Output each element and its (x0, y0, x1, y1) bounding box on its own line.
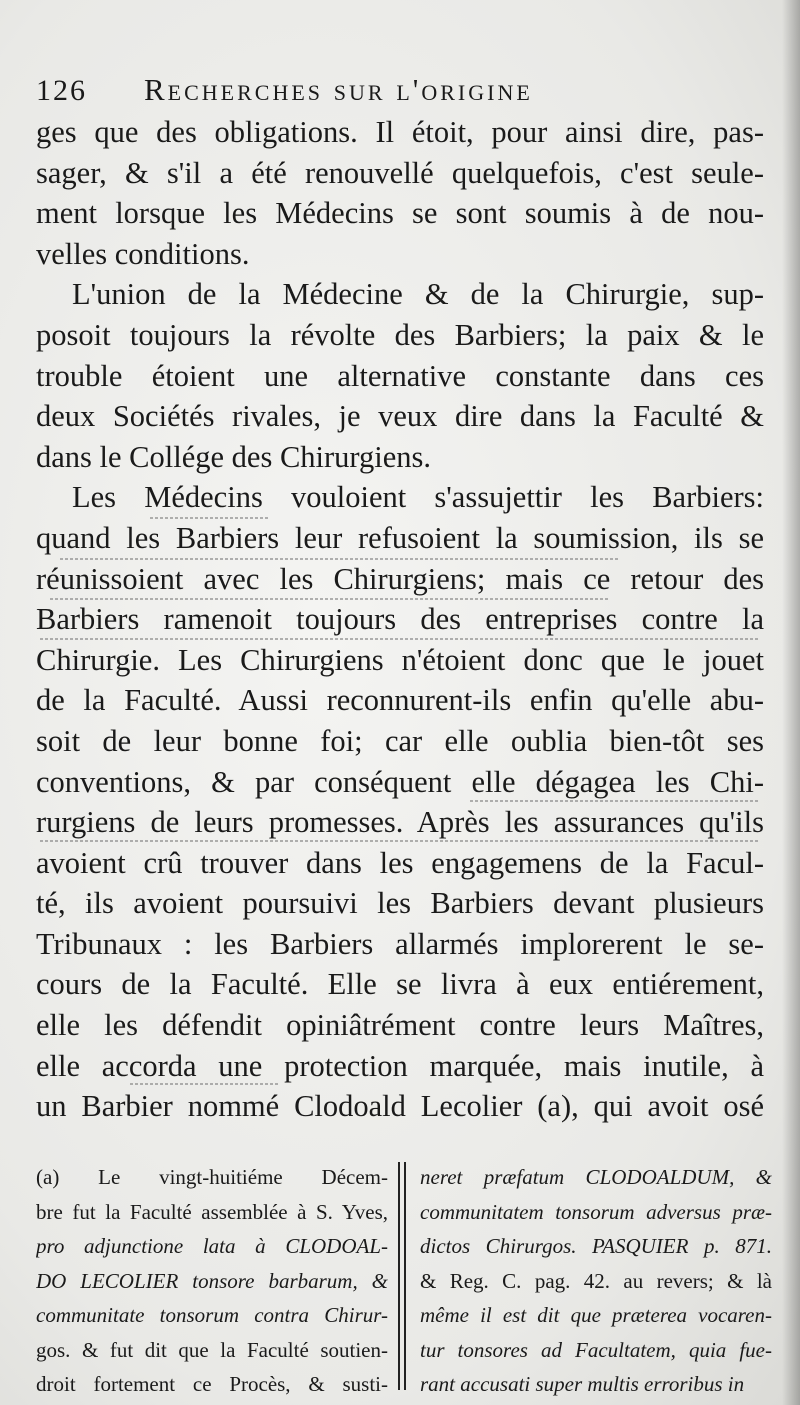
footnotes (36, 1160, 776, 1396)
page-edge-shadow (782, 0, 800, 1405)
body-line: soit de leur bonne foi; car elle oublia bien-tôt ses (36, 723, 764, 758)
body-line: Les Médecins vouloient s'assujettir les Barbiers: (72, 480, 764, 515)
body-line: ment lorsque les Médecins se sont soumis à de nou- (36, 196, 764, 231)
footnote-line: dictos Chirurgos. PASQUIER p. 871. (420, 1234, 772, 1258)
pencil-underline (40, 638, 760, 640)
body-line: velles conditions. (36, 236, 250, 271)
footnote-line: droit fortement ce Procès, & susti- (36, 1372, 388, 1396)
body-line: té, ils avoient poursuivi les Barbiers devant plusieurs (36, 886, 764, 921)
body-line: Barbiers ramenoit toujours des entreprises contre la (36, 602, 764, 637)
body-line: deux Sociétés rivales, je veux dire dans la Faculté & (36, 399, 764, 434)
footnote-line: neret præfatum CLODOALDUM, & (420, 1165, 772, 1189)
body-line: elle les défendit opiniâtrément contre leurs Maîtres, (36, 1008, 764, 1043)
footnote-line: & Reg. C. pag. 42. au revers; & là (420, 1268, 772, 1293)
body-line: cours de la Faculté. Elle se livra à eux entiérement, (36, 967, 764, 1002)
body-line: trouble étoient une alternative constante dans ces (36, 358, 764, 393)
footnote-column-divider (398, 1162, 406, 1390)
body-line: L'union de la Médecine & de la Chirurgie, sup- (72, 277, 764, 312)
pencil-underline (470, 800, 760, 802)
body-line: dans le Collége des Chirurgiens. (36, 439, 432, 474)
running-head (36, 70, 756, 114)
pencil-underline (150, 517, 270, 519)
pencil-underline (60, 558, 620, 560)
body-line: Chirurgie. Les Chirurgiens n'étoient donc que le jouet (36, 642, 764, 677)
footnote-line: (a) Le vingt-huitiéme Décem- (36, 1165, 388, 1189)
footnote-column-right (420, 1160, 772, 1402)
body-line: posoit toujours la révolte des Barbiers; la paix & le (36, 317, 764, 352)
running-title: Recherches sur l'origine (144, 72, 533, 107)
footnote-line: communitate tonsorum contra Chirur- (36, 1303, 388, 1327)
body-line: Tribunaux : les Barbiers allarmés implorerent le se- (36, 926, 764, 961)
pencil-underline (50, 598, 610, 600)
footnote-line: DO LECOLIER tonsore barbarum, & (36, 1268, 388, 1293)
footnote-line: pro adjunctione lata à CLODOAL- (36, 1234, 388, 1258)
body-line: rurgiens de leurs promesses. Après les assurances qu'ils (36, 805, 764, 840)
body-line: conventions, & par conséquent elle dégagea les Chi- (36, 764, 764, 799)
footnote-line: rant accusati super multis erroribus in (420, 1372, 745, 1396)
pencil-underline (130, 1083, 280, 1085)
footnote-line: communitatem tonsorum adversus præ- (420, 1199, 772, 1224)
body-line: avoient crû trouver dans les engagemens de la Facul- (36, 845, 764, 880)
footnote-column-left (36, 1160, 388, 1402)
body-line: réunissoient avec les Chirurgiens; mais ce retour des (36, 561, 764, 596)
body-line: sager, & s'il a été renouvellé quelquefois, c'est seule- (36, 155, 764, 190)
body-line: de la Faculté. Aussi reconnurent-ils enfin qu'elle abu- (36, 683, 764, 718)
footnote-line: bre fut la Faculté assemblée à S. Yves, (36, 1199, 388, 1224)
body-line: quand les Barbiers leur refusoient la soumission, ils se (36, 520, 764, 555)
pencil-underline (40, 840, 760, 842)
body-text (36, 112, 764, 1127)
footnote-line: même il est dit que præterea vocaren- (420, 1303, 772, 1327)
footnote-line: gos. & fut dit que la Faculté soutien- (36, 1337, 388, 1362)
footnote-line: tur tonsores ad Facultatem, quia fue- (420, 1337, 772, 1362)
page-number: 126 (36, 74, 87, 107)
body-line: un Barbier nommé Clodoald Lecolier (a), qui avoit osé (36, 1089, 764, 1124)
body-line: ges que des obligations. Il étoit, pour ainsi dire, pas- (36, 115, 764, 149)
body-line: elle accorda une protection marquée, mais inutile, à (36, 1048, 764, 1083)
